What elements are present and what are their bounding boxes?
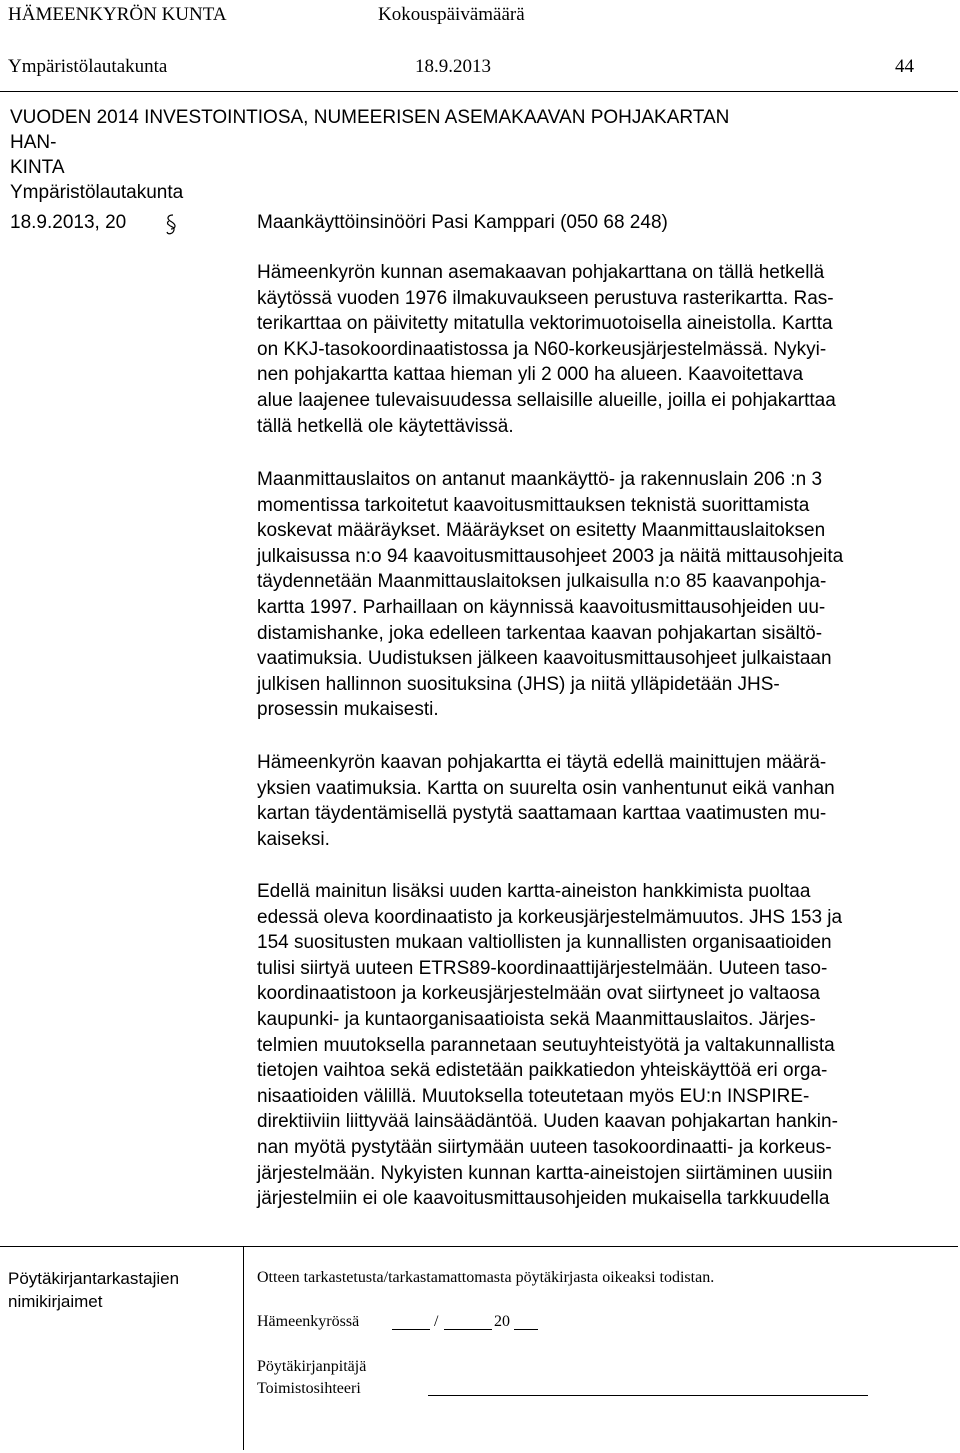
section-sign-icon	[164, 214, 178, 236]
header-divider	[0, 91, 958, 92]
signature-line	[428, 1395, 868, 1396]
body-paragraph	[257, 260, 947, 439]
paragraph-line: järjestelmiin ei ole kaavoitusmittausohjeiden mukaisella tarkkuudella	[257, 1188, 830, 1210]
paragraph-line: koordinaatistoon ja korkeusjärjestelmään ovat siirtyneet jo valtaosa	[257, 983, 820, 1005]
date-separator: /	[434, 1313, 439, 1330]
year-blank-line	[514, 1329, 538, 1330]
committee-name: Ympäristölautakunta	[8, 56, 168, 77]
paragraph-line: Maanmittauslaitos on antanut maankäyttö- ja rakennuslain 206 :n 3	[257, 469, 823, 490]
month-blank-line	[444, 1329, 492, 1330]
signing-place: Hämeenkyrössä	[257, 1313, 360, 1330]
paragraph-line: momentissa tarkoitetut kaavoitusmittauksen teknistä suorittamista	[257, 494, 810, 516]
paragraph-line: distamishanke, joka edelleen tarkentaa kaavan pohjakartan sisältö-	[257, 622, 823, 644]
paragraph-line: täydennetään Maanmittauslaitoksen julkaisulla n:o 85 kaavanpohja-	[257, 571, 827, 593]
paragraph-line: tietojen vaihtoa sekä edistetään paikkatiedon yhteiskäyttöä eri orga-	[257, 1060, 828, 1082]
meeting-date-label: Kokouspäivämäärä	[378, 4, 525, 25]
paragraph-line: kaiseksi.	[257, 828, 330, 850]
certification-statement: Otteen tarkastetusta/tarkastamattomasta pöytäkirjasta oikeaksi todistan.	[257, 1269, 715, 1286]
paragraph-line: vaatimuksia. Uudistuksen jälkeen kaavoitusmittausohjeet julkaistaan	[257, 648, 832, 670]
paragraph-line: nisaatioiden välillä. Muutoksella toteutetaan myös EU:n INSPIRE-	[257, 1085, 810, 1107]
signers-label-line: nimikirjaimet	[8, 1292, 103, 1311]
paragraph-line: nen pohjakartta kattaa hieman yli 2 000 ha alueen. Kaavoitettava	[257, 364, 804, 386]
paragraph-line: kaupunki- ja kuntaorganisaatioista sekä Maanmittauslaitos. Järjes-	[257, 1008, 816, 1030]
footer-signers-cell	[0, 1246, 244, 1450]
reference-author: Maankäyttöinsinööri Pasi Kamppari (050 68 248)	[257, 212, 668, 233]
paragraph-line: alue laajenee tulevaisuudessa sellaisille alueille, joilla ei pohjakarttaa	[257, 389, 836, 411]
paragraph-line: yksien vaatimuksia. Kartta on suurelta osin vanhentunut eikä vanhan	[257, 777, 835, 799]
paragraph-line: kartta 1997. Parhaillaan on käynnissä kaavoitusmittausohjeiden uu-	[257, 596, 826, 618]
paragraph-line: nan myötä pystytään siirtymään uuteen tasokoordinaatti- ja korkeus-	[257, 1136, 832, 1158]
paragraph-line: Edellä mainitun lisäksi uuden kartta-aineiston hankkimista puoltaa	[257, 881, 811, 902]
paragraph-line: 154 suositusten mukaan valtiollisten ja kunnallisten organisaatioiden	[257, 932, 832, 954]
reference-committee: Ympäristölautakunta	[10, 182, 184, 203]
paragraph-line: Hämeenkyrön kunnan asemakaavan pohjakarttana on tällä hetkellä	[257, 262, 825, 283]
paragraph-line: edessä oleva koordinaatisto ja korkeusjärjestelmämuutos. JHS 153 ja	[257, 906, 843, 928]
paragraph-line: kartan täydentämisellä pystytä saattamaan karttaa vaatimusten mu-	[257, 803, 827, 825]
title-line: VUODEN 2014 INVESTOINTIOSA, NUMEERISEN ASEMAKAAVAN POHJAKARTAN HAN-	[10, 107, 730, 153]
paragraph-line: Hämeenkyrön kaavan pohjakartta ei täytä edellä mainittujen määrä-	[257, 752, 827, 773]
paragraph-line: koskevat määräykset. Määräykset on esitetty Maanmittauslaitoksen	[257, 520, 826, 542]
reference-date-section: 18.9.2013, 20	[10, 212, 127, 233]
paragraph-line: prosessin mukaisesti.	[257, 699, 439, 721]
paragraph-line: järjestelmään. Nykyisten kunnan kartta-aineistojen siirtäminen uusiin	[257, 1162, 833, 1184]
meeting-date: 18.9.2013	[415, 56, 491, 77]
page-number: 44	[895, 56, 914, 77]
minutes-keeper-label: Pöytäkirjanpitäjä	[257, 1358, 367, 1375]
paragraph-line: julkisen hallinnon suosituksina (JHS) ja niitä ylläpidetään JHS-	[257, 673, 780, 695]
signers-initials-label	[8, 1267, 179, 1313]
body-paragraph	[257, 750, 947, 852]
paragraph-line: julkaisussa n:o 94 kaavoitusmittausohjeet 2003 ja näitä mittausohjeita	[257, 545, 844, 567]
day-blank-line	[392, 1329, 430, 1330]
body-paragraph	[257, 467, 947, 723]
secretary-title: Toimistosihteeri	[257, 1380, 361, 1397]
footer-certification-cell	[244, 1246, 958, 1450]
document-title	[10, 105, 770, 180]
paragraph-line: telmien muutoksella parannetaan seutuyhteistyötä ja valtakunnallista	[257, 1034, 835, 1056]
title-line: KINTA	[10, 157, 65, 178]
paragraph-line: on KKJ-tasokoordinaatistossa ja N60-korkeusjärjestelmässä. Nykyi-	[257, 338, 827, 360]
paragraph-line: tulisi siirtyä uuteen ETRS89-koordinaattijärjestelmään. Uuteen taso-	[257, 957, 828, 979]
paragraph-line: terikarttaa on päivitetty mitatulla vektorimuotoisella aineistolla. Kartta	[257, 313, 833, 335]
year-prefix: 20	[494, 1313, 510, 1330]
paragraph-line: direktiiviin liittyvää lainsäädäntöä. Uuden kaavan pohjakartan hankin-	[257, 1111, 838, 1133]
signers-label-line: Pöytäkirjantarkastajien	[8, 1269, 180, 1288]
organization-name: HÄMEENKYRÖN KUNTA	[8, 4, 227, 25]
body-paragraph	[257, 879, 947, 1212]
signature-footer	[0, 1246, 958, 1450]
paragraph-line: käytössä vuoden 1976 ilmakuvaukseen perustuva rasterikartta. Ras-	[257, 287, 834, 309]
paragraph-line: tällä hetkellä ole käytettävissä.	[257, 415, 514, 437]
